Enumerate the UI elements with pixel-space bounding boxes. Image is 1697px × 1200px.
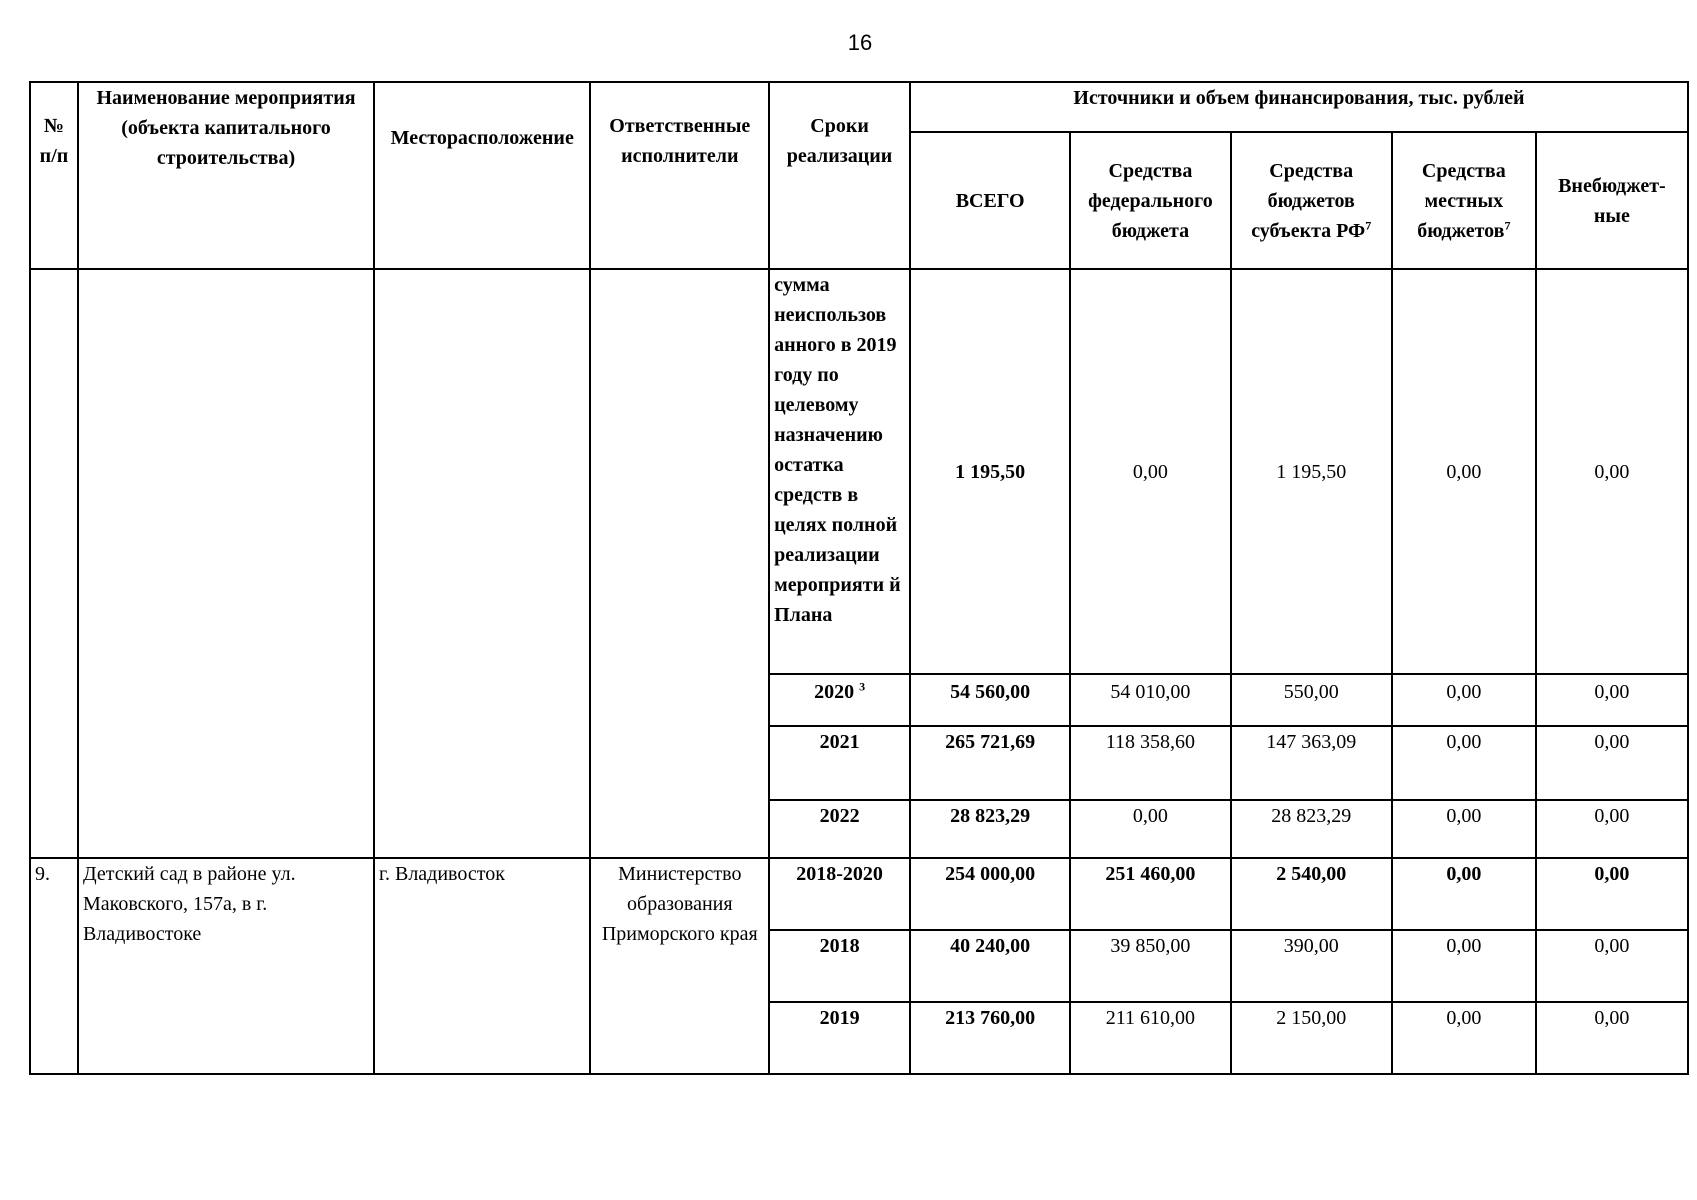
- header-subject-label: Средства бюджетов субъекта РФ: [1251, 159, 1366, 242]
- cell-local: 0,00: [1392, 269, 1536, 674]
- cell-federal: 211 610,00: [1070, 1002, 1230, 1074]
- cell-total: 265 721,69: [910, 726, 1070, 800]
- cell-term: 2018-2020: [769, 858, 910, 930]
- cell-local: 0,00: [1392, 800, 1536, 858]
- header-num: № п/п: [30, 82, 78, 269]
- term-year: 2020: [814, 681, 855, 703]
- cell-location: г. Владивосток: [374, 858, 590, 1074]
- cell-federal: 39 850,00: [1070, 930, 1230, 1002]
- cell-num: 9.: [30, 858, 78, 1074]
- cell-term: 2019: [769, 1002, 910, 1074]
- cell-subject: 1 195,50: [1231, 269, 1392, 674]
- cell-location-empty: [374, 269, 590, 858]
- header-sources: Источники и объем финансирования, тыс. рублей: [910, 82, 1688, 132]
- header-local-label: Средства местных бюджетов: [1417, 159, 1506, 242]
- header-subject: [1231, 132, 1392, 269]
- cell-local: 0,00: [1392, 674, 1536, 726]
- header-local: [1392, 132, 1536, 269]
- header-subject-footnote: 7: [1365, 217, 1372, 232]
- cell-extra: 0,00: [1536, 269, 1688, 674]
- header-extra: Внебюджет-ные: [1536, 132, 1688, 269]
- header-responsible: Ответственные исполнители: [590, 82, 769, 269]
- cell-responsible: Министерство образования Приморского края: [590, 858, 769, 1074]
- cell-extra: 0,00: [1536, 1002, 1688, 1074]
- header-terms: Сроки реализации: [769, 82, 910, 269]
- cell-extra: 0,00: [1536, 930, 1688, 1002]
- cell-local: 0,00: [1392, 1002, 1536, 1074]
- cell-total: 254 000,00: [910, 858, 1070, 930]
- cell-responsible-empty: [590, 269, 769, 858]
- header-name: Наименование мероприятия (объекта капитального строительства): [78, 82, 374, 269]
- cell-extra: 0,00: [1536, 800, 1688, 858]
- cell-federal: 0,00: [1070, 800, 1230, 858]
- header-federal: Средства федерального бюджета: [1070, 132, 1230, 269]
- cell-term: 2018: [769, 930, 910, 1002]
- cell-federal: 118 358,60: [1070, 726, 1230, 800]
- cell-extra: 0,00: [1536, 726, 1688, 800]
- page-number: 16: [847, 30, 873, 55]
- cell-name-empty: [78, 269, 374, 858]
- cell-term: сумма неиспользов анного в 2019 году по целевому назначению остатка средств в целях полной реализации мероприяти й Плана: [769, 269, 910, 674]
- cell-total: 1 195,50: [910, 269, 1070, 674]
- cell-total: 54 560,00: [910, 674, 1070, 726]
- cell-local: 0,00: [1392, 930, 1536, 1002]
- header-total: ВСЕГО: [910, 132, 1070, 269]
- cell-term: [769, 674, 910, 726]
- cell-extra: 0,00: [1536, 674, 1688, 726]
- cell-local: 0,00: [1392, 726, 1536, 800]
- cell-local: 0,00: [1392, 858, 1536, 930]
- cell-extra: 0,00: [1536, 858, 1688, 930]
- table-row: [30, 858, 1688, 930]
- cell-num-empty: [30, 269, 78, 858]
- header-local-footnote: 7: [1504, 217, 1511, 232]
- cell-subject: 2 540,00: [1231, 858, 1392, 930]
- cell-subject: 550,00: [1231, 674, 1392, 726]
- cell-total: 28 823,29: [910, 800, 1070, 858]
- cell-subject: 2 150,00: [1231, 1002, 1392, 1074]
- cell-federal: 251 460,00: [1070, 858, 1230, 930]
- cell-name: Детский сад в районе ул. Маковского, 157а, в г. Владивостоке: [78, 858, 374, 1074]
- cell-total: 40 240,00: [910, 930, 1070, 1002]
- cell-federal: 0,00: [1070, 269, 1230, 674]
- financing-table: [29, 81, 1689, 1075]
- cell-term: 2022: [769, 800, 910, 858]
- header-location: Месторасположение: [374, 82, 590, 269]
- cell-subject: 390,00: [1231, 930, 1392, 1002]
- term-footnote: 3: [859, 679, 866, 694]
- cell-subject: 28 823,29: [1231, 800, 1392, 858]
- cell-federal: 54 010,00: [1070, 674, 1230, 726]
- cell-subject: 147 363,09: [1231, 726, 1392, 800]
- cell-term: 2021: [769, 726, 910, 800]
- table-row: [30, 269, 1688, 674]
- cell-total: 213 760,00: [910, 1002, 1070, 1074]
